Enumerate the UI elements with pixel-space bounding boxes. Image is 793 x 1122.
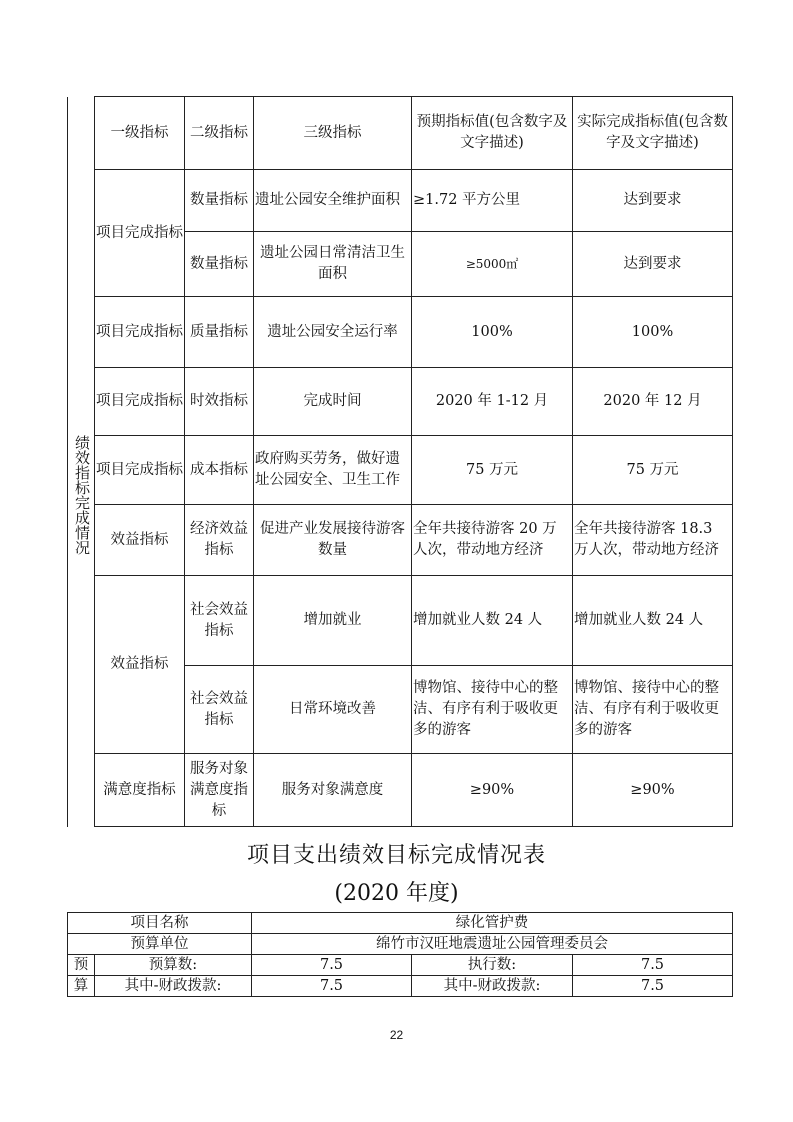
fiscal-value-1: 7.5 [252,976,412,997]
page-number: 22 [389,1028,404,1042]
level1-cell: 效益指标 [95,576,185,754]
level1-cell: 满意度指标 [95,754,185,827]
side-label [68,170,95,827]
header-expected: 预期指标值(包含数字及文字描述) [412,97,573,170]
level2-cell: 成本指标 [185,436,254,505]
actual-cell: 增加就业人数 24 人 [573,576,733,666]
table-row [68,297,733,368]
budget-count-row [68,955,733,976]
expected-cell: ≥5000㎡ [412,232,573,297]
budget-count-value: 7.5 [252,955,412,976]
fiscal-value-2: 7.5 [573,976,733,997]
expected-cell: ≥90% [412,754,573,827]
level2-cell: 经济效益指标 [185,505,254,576]
level1-cell: 项目完成指标 [95,170,185,297]
level2-cell: 数量指标 [185,170,254,232]
fiscal-label-1: 其中-财政拨款: [95,976,252,997]
budget-side-label-1: 预 [68,955,95,976]
actual-cell: 达到要求 [573,170,733,232]
level3-cell: 增加就业 [254,576,412,666]
actual-cell: 博物馆、接待中心的整洁、有序有利于吸收更多的游客 [573,666,733,754]
level3-cell: 促进产业发展接待游客数量 [254,505,412,576]
fiscal-label-2: 其中-财政拨款: [412,976,573,997]
form-year: (2020 年度) [334,881,459,906]
expected-cell: 全年共接待游客 20 万人次，带动地方经济 [412,505,573,576]
level1-cell: 项目完成指标 [95,368,185,436]
level2-cell: 时效指标 [185,368,254,436]
header-level1: 一级指标 [95,97,185,170]
level2-cell: 服务对象满意度指标 [185,754,254,827]
budget-unit-value: 绵竹市汉旺地震遗址公园管理委员会 [252,934,733,955]
level2-cell: 社会效益指标 [185,576,254,666]
header-level2: 二级指标 [185,97,254,170]
actual-cell: 2020 年 12 月 [573,368,733,436]
table-header-row [68,97,733,170]
expected-cell: ≥1.72 平方公里 [412,170,573,232]
expected-cell: 博物馆、接待中心的整洁、有序有利于吸收更多的游客 [412,666,573,754]
project-name-value: 绿化管护费 [252,913,733,934]
performance-indicator-table [67,96,733,827]
expected-cell: 75 万元 [412,436,573,505]
table-row [68,368,733,436]
actual-cell: 100% [573,297,733,368]
actual-cell: 达到要求 [573,232,733,297]
budget-side-label-2: 算 [68,976,95,997]
form-title: 项目支出绩效目标完成情况表 [246,843,546,868]
level3-cell: 遗址公园日常清洁卫生面积 [254,232,412,297]
actual-cell: ≥90% [573,754,733,827]
expected-cell: 2020 年 1-12 月 [412,368,573,436]
project-name-row [68,913,733,934]
budget-table [67,912,733,997]
side-label-cell [68,97,95,170]
table-row [68,754,733,827]
table-row [68,505,733,576]
level1-cell: 项目完成指标 [95,297,185,368]
level2-cell: 质量指标 [185,297,254,368]
exec-count-value: 7.5 [573,955,733,976]
side-label-text: 绩效指标完成情况 [73,434,91,555]
level3-cell: 日常环境改善 [254,666,412,754]
budget-unit-label: 预算单位 [68,934,252,955]
level1-cell: 项目完成指标 [95,436,185,505]
project-name-label: 项目名称 [68,913,252,934]
fiscal-row [68,976,733,997]
exec-count-label: 执行数: [412,955,573,976]
expected-cell: 100% [412,297,573,368]
actual-cell: 75 万元 [573,436,733,505]
header-level3: 三级指标 [254,97,412,170]
table-row [68,576,733,666]
level2-cell: 社会效益指标 [185,666,254,754]
level2-cell: 数量指标 [185,232,254,297]
expected-cell: 增加就业人数 24 人 [412,576,573,666]
actual-cell: 全年共接待游客 18.3 万人次，带动地方经济 [573,505,733,576]
budget-unit-row [68,934,733,955]
level3-cell: 遗址公园安全维护面积 [254,170,412,232]
budget-count-label: 预算数: [95,955,252,976]
level3-cell: 遗址公园安全运行率 [254,297,412,368]
level3-cell: 服务对象满意度 [254,754,412,827]
level3-cell: 政府购买劳务，做好遗址公园安全、卫生工作 [254,436,412,505]
table-row [68,436,733,505]
table-row [68,170,733,232]
level1-cell: 效益指标 [95,505,185,576]
header-actual: 实际完成指标值(包含数字及文字描述) [573,97,733,170]
level3-cell: 完成时间 [254,368,412,436]
